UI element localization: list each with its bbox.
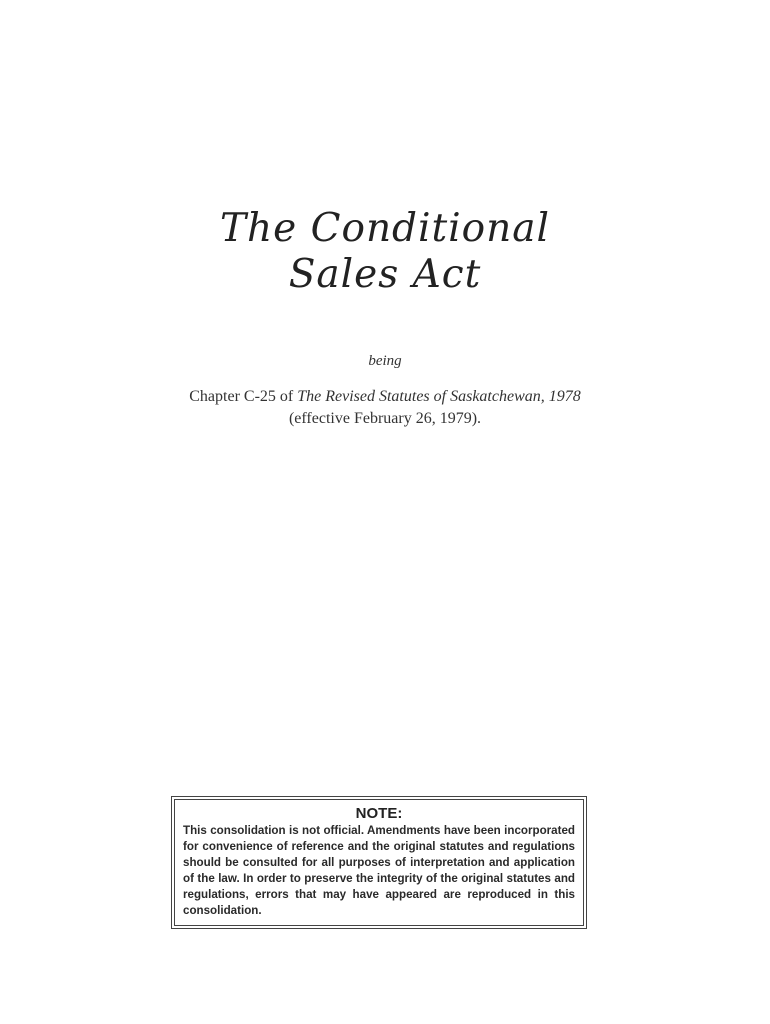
note-body: This consolidation is not official. Amendments have been incorporated for convenience of reference and the original statutes and regulations should be consulted for all purposes of interpretation and application of the law. In order to preserve the integrity of the original statutes and regulations, errors that may have appeared are reproduced in this consolidation. bbox=[183, 824, 575, 917]
title-line-2: Sales Act bbox=[288, 252, 482, 297]
title-line-1: The Conditional bbox=[220, 206, 550, 251]
chapter-prefix: Chapter C-25 of bbox=[189, 388, 298, 405]
chapter-effective-date: (effective February 26, 1979). bbox=[288, 410, 482, 427]
being-text: being bbox=[368, 353, 402, 369]
chapter-reference bbox=[0, 386, 770, 430]
note-box bbox=[171, 796, 587, 929]
note-box-inner bbox=[174, 799, 584, 926]
note-heading: NOTE: bbox=[355, 805, 403, 822]
chapter-statute: The Revised Statutes of Saskatchewan, 1978 bbox=[297, 388, 581, 405]
